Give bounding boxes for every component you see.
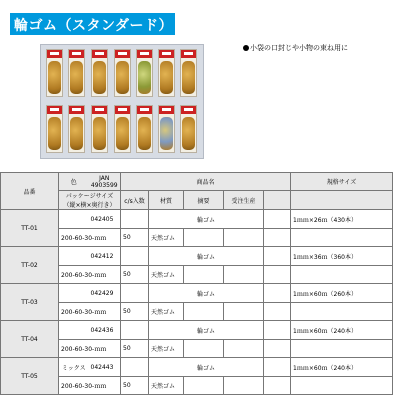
product-bag: [46, 105, 63, 153]
spec-size: 1ｍｍ×60ｍ（260本）: [291, 284, 393, 303]
header-product-code: 品番: [1, 173, 59, 210]
product-photo: [40, 44, 204, 159]
table-row: [1, 229, 393, 247]
table-row: [1, 210, 393, 229]
spec-size: 1ｍｍ×36ｍ（360本）: [291, 247, 393, 266]
spec-size: 1ｍｍ×26ｍ（430本）: [291, 210, 393, 229]
package-size: 200-60-30-ｍｍ: [59, 377, 121, 395]
product-bag: [158, 105, 175, 153]
product-bag: [180, 105, 197, 153]
material: 天然ゴム: [149, 303, 184, 321]
spec-size: 1ｍｍ×60ｍ（240本）: [291, 358, 393, 377]
jan-code: 042412: [89, 247, 121, 266]
header-color: 色: [59, 173, 89, 191]
product-name: 輪ゴム: [149, 321, 264, 340]
package-size: 200-60-30-ｍｍ: [59, 266, 121, 284]
product-name: 輪ゴム: [149, 284, 264, 303]
package-size: 200-60-30-ｍｍ: [59, 229, 121, 247]
header-jan: JAN 4903599: [89, 173, 121, 191]
product-code: TT-05: [1, 358, 59, 395]
page-title: 輪ゴム（スタンダード）: [14, 18, 173, 34]
case-qty: 50: [121, 266, 149, 284]
title-bar: [10, 13, 175, 35]
spec-size: 1ｍｍ×60ｍ（240本）: [291, 321, 393, 340]
product-bag: [114, 105, 131, 153]
product-name: 輪ゴム: [149, 247, 264, 266]
jan-code: 042429: [89, 284, 121, 303]
header-remarks: 摘要: [184, 191, 224, 210]
header-case-qty: c/s入数: [121, 191, 149, 210]
material: 天然ゴム: [149, 266, 184, 284]
package-size: 200-60-30-ｍｍ: [59, 303, 121, 321]
usage-note-text: 小袋の口封じや小物の束ね用に: [250, 44, 348, 52]
product-code: TT-03: [1, 284, 59, 321]
product-bag: [158, 49, 175, 97]
product-bag: [91, 49, 108, 97]
table-row: [1, 303, 393, 321]
product-bag: [46, 49, 63, 97]
case-qty: 50: [121, 340, 149, 358]
case-qty: 50: [121, 229, 149, 247]
product-name: 輪ゴム: [149, 210, 264, 229]
table-row: [1, 284, 393, 303]
header-product-name: 商品名: [121, 173, 291, 191]
product-code: TT-01: [1, 210, 59, 247]
bullet-icon: [243, 45, 249, 51]
jan-code: 042436: [89, 321, 121, 340]
table-row: [1, 247, 393, 266]
table-row: [1, 266, 393, 284]
header-material: 材質: [149, 191, 184, 210]
material: 天然ゴム: [149, 229, 184, 247]
product-name: 輪ゴム: [149, 358, 264, 377]
product-bag: [68, 49, 85, 97]
product-bag: [91, 105, 108, 153]
product-code: TT-02: [1, 247, 59, 284]
package-size: 200-60-30-ｍｍ: [59, 340, 121, 358]
product-code: TT-04: [1, 321, 59, 358]
table-row: [1, 377, 393, 395]
spec-table: [0, 172, 393, 395]
table-row: [1, 340, 393, 358]
case-qty: 50: [121, 303, 149, 321]
header-spec-size: 規格サイズ: [291, 173, 393, 191]
product-bag: [114, 49, 131, 97]
table-row: [1, 358, 393, 377]
product-bag: [136, 105, 153, 153]
table-row: [1, 321, 393, 340]
product-bag: [68, 105, 85, 153]
material: 天然ゴム: [149, 340, 184, 358]
jan-code: 042443: [89, 358, 121, 377]
material: 天然ゴム: [149, 377, 184, 395]
jan-code: 042405: [89, 210, 121, 229]
header-package-size: パッケージサイズ （縦×横×奥行き）: [59, 191, 121, 210]
product-bag: [136, 49, 153, 97]
case-qty: 50: [121, 377, 149, 395]
usage-note: [243, 43, 348, 53]
header-order-unit: 受注生産: [224, 191, 264, 210]
product-color: ミックス: [59, 358, 89, 377]
product-bag: [180, 49, 197, 97]
